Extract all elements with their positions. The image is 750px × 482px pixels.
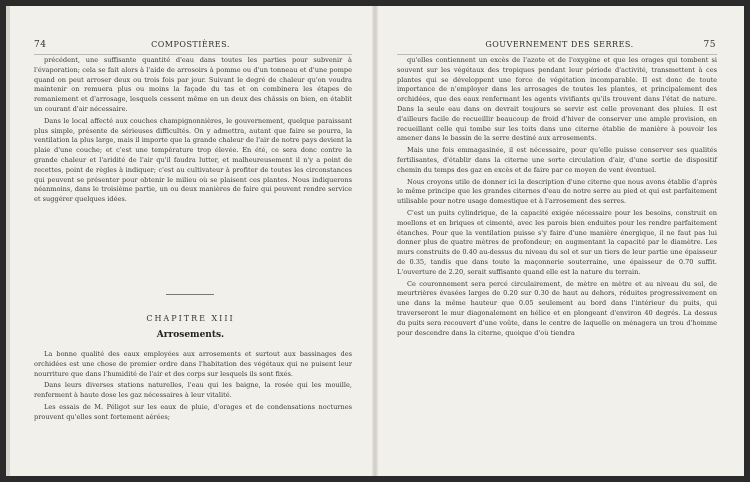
chapter-divider	[166, 294, 214, 295]
right-paragraph: Mais une fois emmagasinée, il est nécessaire, pour qu'elle puisse conserver ses qualités fertilisantes, d'établir dans la citerne une sorte circulation d'air, d'une sortie de dispositif chemin du temps des gaz en excès et de faire par ce moyen de vent éventuel.	[397, 146, 717, 174]
left-paragraph: Dans le local affecté aux couches champignonnières, le gouvernement, quelque paraissant plus simple, présente de sérieuses difficultés. On y admettra, autant que faire se pourra, la ventilation la plus large, mais il importe que la grande chaleur de l'air de notre pays devient la plaie d'une couche; et c'est une température trop élevée. En été, ce sera donc contre la grande chaleur et l'aridité de l'air qu'il faudra lutter, et malheureusement il n'y a point de recettes, point de règles à indiquer; c'est au cultivateur à profiter de toutes les circonstances qui peuvent se présenter pour obtenir le milieu où se plaisent ces plantes. Nous indiquerons néanmoins, dans le troisième partie, un ou deux manières de faire qui peuvent rendre service et suggérer quelques idées.	[34, 116, 352, 204]
left-paragraph: Les essais de M. Péligot sur les eaux de pluie, d'orages et de condensations nocturnes prouvent qu'elles sont fortement aérées;	[34, 402, 352, 421]
right-page	[375, 6, 744, 476]
right-paragraph: C'est un puits cylindrique, de la capacité exigée nécessaire pour les besoins, construit en moellons et en briques et cimenté, avec les parois bien enduites pour les rendre parfaitement étanches. Pour que la ventilation puisse s'y faire d'une manière énergique, il ne faut pas lui donner plus de quatre mètres de profondeur; en augmentant la capacité par le diamètre. Les murs construits de 0.40 au-dessus du niveau du sol et sur un tiers de leur partie une épaisseur de 0.35, tandis que dans toute la maçonnerie souterraine, une épaisseur de 0.70 suffit. L'ouverture de 2.20, serait suffisante quand elle est la nature du terrain.	[397, 208, 717, 276]
left-paragraph: précédent, une suffisante quantité d'eau dans toutes les parties pour subvenir à l'évaporation; cela se fait alors à l'aide de arrosoirs à pomme ou d'un tonneau et d'une pompe quand on peut arroser deux ou trois fois par jour. Suivant le degré de chaleur qu'on voudra maintenir on remuera plus ou moins la façade du tas et on combinera les étapes de remaniement et d'arrosage, lesquels cessent même en un deux des châssis on bien, en établit un courant d'air nécessaire.	[34, 56, 352, 113]
right-head-rule	[397, 54, 717, 55]
right-paragraph: Nous croyons utile de donner ici la description d'une citerne que nous avons établie d'après le même principe que les grandes citernes d'eau de notre serre au pied et qui est parfaitement utilisable pour notre usage domestique et à l'arrosement des serres.	[397, 177, 717, 206]
chapter-title: CHAPITRE XIII	[146, 314, 235, 323]
left-body-bottom	[34, 350, 352, 425]
left-page-number: 74	[34, 40, 47, 50]
book-spread	[6, 6, 744, 476]
right-body	[397, 56, 717, 340]
left-head-rule	[34, 54, 352, 55]
left-page	[6, 6, 375, 476]
section-title: Arrosements.	[156, 330, 225, 340]
right-running-head: GOUVERNEMENT DES SERRES.	[485, 40, 634, 49]
left-paragraph: Dans leurs diverses stations naturelles, l'eau qui les baigne, la rosée qui les mouille, renferment à haute dose les gaz nécessaires à leur vitalité.	[34, 381, 352, 400]
left-paragraph: La bonne qualité des eaux employées aux arrosements et surtout aux bassinages des orchidées est une chose de premier ordre dans l'habitation des végétaux qui ne puisent leur nourriture que dans l'humidité de l'air et des corps sur lesquels ils sont fixés.	[34, 350, 352, 378]
left-body-top	[34, 56, 352, 207]
right-paragraph: Ce couronnement sera percé circulairement, de mètre en mètre et au niveau du sol, de meurtrières évasées larges de 0.20 sur 0.30 de haut au dehors, réduites progressivement en une dans la même hauteur que 0.05 seulement au bord dans l'intérieur du puits, qui traverseront le mur diagonalement en hélice et en plongeant d'environ 40 degrés. La dessus du puits sera recouvert d'une voûte, dans le centre de laquelle on ménagera un trou d'homme pour descendre dans la citerne, quoique d'où tiendra	[397, 279, 717, 337]
right-paragraph: qu'elles contiennent un excès de l'azote et de l'oxygène et que les orages qui tombent si souvent sur les végétaux des tropiques pendant leur période d'activité, transmettent à ces plantes qui se développent une force de végétation incomparable. Il est donc de toute importance de n'employer dans les arrosages de toutes les plantes, et principalement des orchidées, que des eaux renfermant les agents vivifiants qu'ils trouvent dans l'état de nature. Dans la seule eau dans on devrait toujours se servir est celle provenant des pluies. Il est d'ailleurs facile de recueillir beaucoup de froid d'hiver de conserver une ample provision, en recueillant celle qui tombe sur les toits dans une citerne établie de manière à pouvoir les amener dans le bassin de la serre destiné aux arrosements.	[397, 56, 717, 143]
right-page-number: 75	[703, 40, 716, 50]
left-running-head: COMPOSTIÈRES.	[151, 40, 230, 49]
